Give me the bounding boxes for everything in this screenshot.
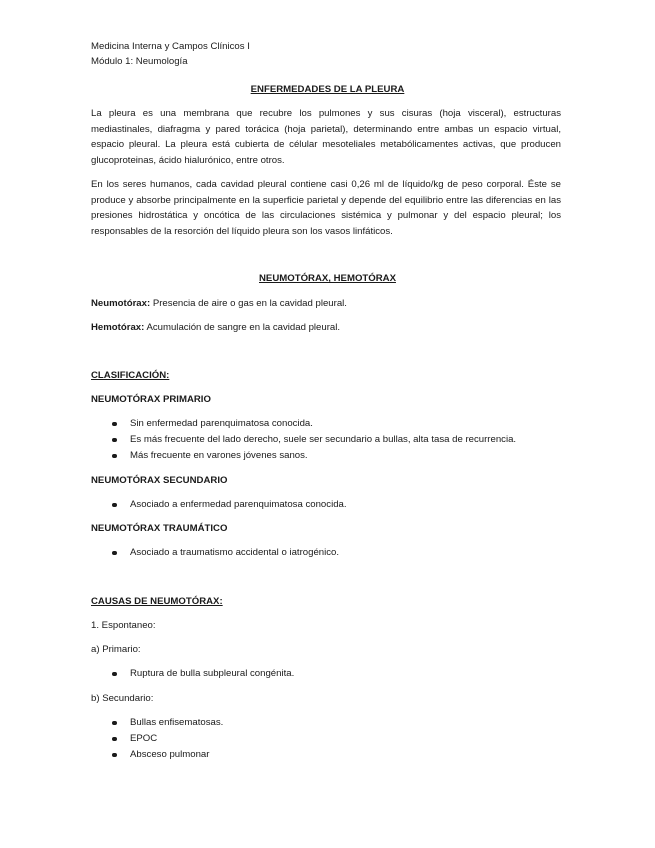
definition-hemotorax (91, 320, 340, 336)
definition-term: Neumotórax: (91, 298, 151, 309)
module-name: Módulo 1: Neumología (91, 56, 188, 67)
list-item: Asociado a traumatismo accidental o iatrogénico. (112, 545, 339, 561)
paragraph-pleural-fluid: En los seres humanos, cada cavidad pleural contiene casi 0,26 ml de líquido/kg de peso corporal. Éste se produce y absorbe principalmente en la superficie parietal y depende del equilibrio entre las diferencias en las presiones hidrostática y oncótica de las circulaciones sistémica y pulmonar y del espacio pleural; los responsables de la resorción del líquido pleura son los vasos linfáticos. (91, 179, 561, 237)
traumatic-list (112, 545, 339, 561)
primary-heading: NEUMOTÓRAX PRIMARIO (91, 394, 211, 405)
course-name: Medicina Interna y Campos Clínicos I (91, 41, 250, 52)
list-item: Más frecuente en varones jóvenes sanos. (112, 448, 516, 464)
list-item: Absceso pulmonar (112, 747, 223, 763)
section-title-neumotorax: NEUMOTÓRAX, HEMOTÓRAX (259, 273, 396, 284)
causes-secondary-list (112, 715, 223, 763)
causes-secondary-label: b) Secundario: (91, 693, 154, 704)
section-title-pleura: ENFERMEDADES DE LA PLEURA (250, 84, 405, 95)
definition-neumotorax (91, 296, 347, 312)
primary-list (112, 416, 516, 464)
causes-primary-label: a) Primario: (91, 644, 141, 655)
list-item: Bullas enfisematosas. (112, 715, 223, 731)
list-item: Sin enfermedad parenquimatosa conocida. (112, 416, 516, 432)
causes-spontaneous: 1. Espontaneo: (91, 620, 156, 631)
list-item: Asociado a enfermedad parenquimatosa conocida. (112, 497, 347, 513)
causes-heading: CAUSAS DE NEUMOTÓRAX: (91, 596, 223, 607)
list-item: Es más frecuente del lado derecho, suele ser secundario a bullas, alta tasa de recurrencia. (112, 432, 516, 448)
secondary-heading: NEUMOTÓRAX SECUNDARIO (91, 475, 228, 486)
definition-text: Acumulación de sangre en la cavidad pleural. (144, 322, 341, 333)
document-header (91, 39, 250, 69)
causes-primary-list (112, 666, 294, 682)
classification-heading: CLASIFICACIÓN: (91, 370, 170, 381)
definition-text: Presencia de aire o gas en la cavidad pleural. (150, 298, 347, 309)
traumatic-heading: NEUMOTÓRAX TRAUMÁTICO (91, 523, 228, 534)
definition-term: Hemotórax: (91, 322, 145, 333)
list-item: EPOC (112, 731, 223, 747)
paragraph-pleura-definition: La pleura es una membrana que recubre los pulmones y sus cisuras (hoja visceral), estructuras mediastinales, diafragma y pared torácica (hoja parietal), determinando entre ambas un espacio virtual, espacio pleural. La pleura está cubierta de célular mesoteliales metabólicamentes activas, que producen glucoproteinas, ácido hialurónico, entre otros. (91, 108, 561, 166)
secondary-list (112, 497, 347, 513)
list-item: Ruptura de bulla subpleural congénita. (112, 666, 294, 682)
